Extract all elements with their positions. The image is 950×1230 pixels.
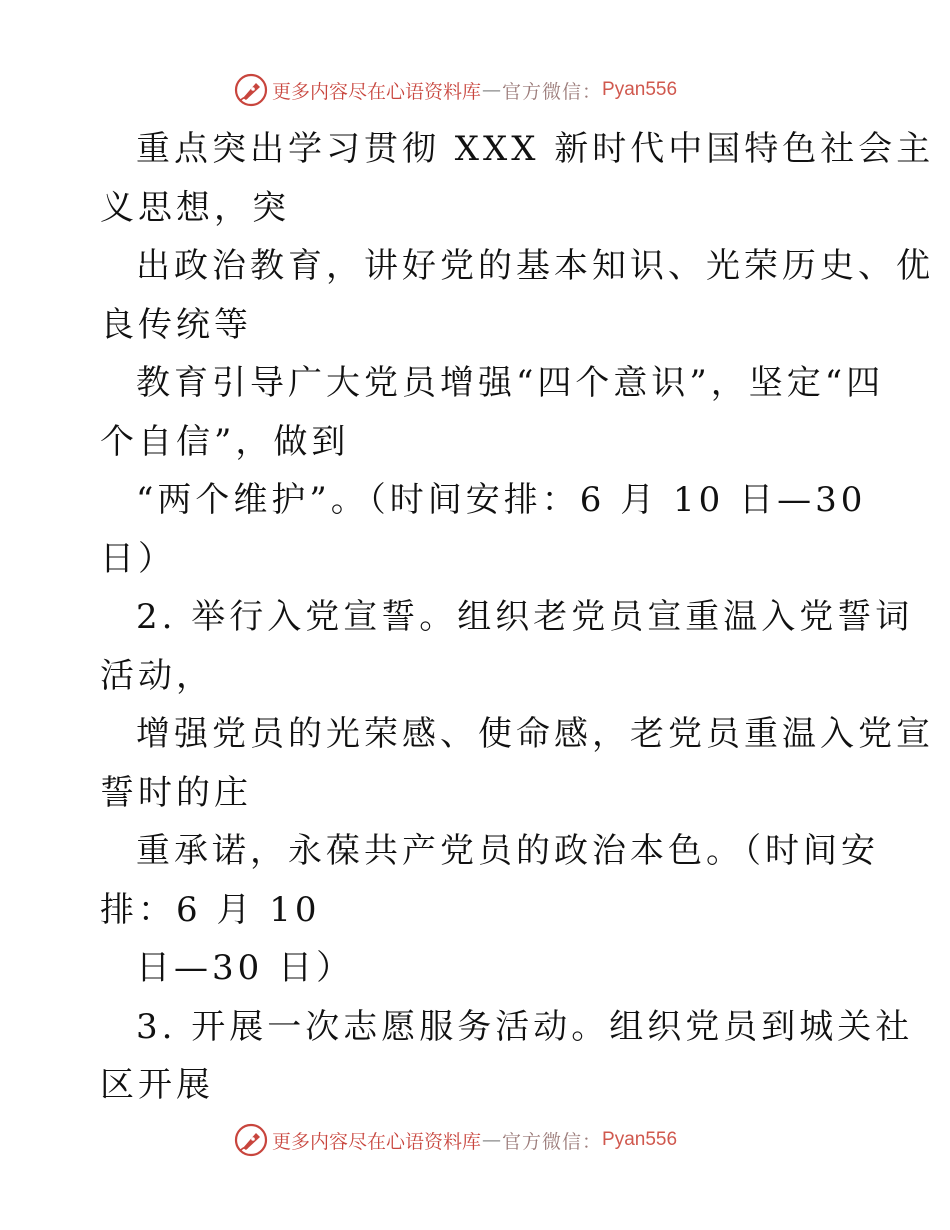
header-wechat-prefix: 官方微信： [502,80,603,103]
header-site-text: 更多内容尽在心语资料库 [272,80,482,103]
footer-dash: — [482,1129,502,1151]
footer-site-text: 更多内容尽在心语资料库 [272,1130,482,1153]
paragraph-line: 义思想，突 [100,187,290,228]
header-wechat-id: Pyan556 [602,79,678,100]
footer-wechat-id: Pyan556 [602,1129,678,1150]
pen-nib-logo-icon [234,1123,268,1157]
paragraph-line: 2. 举行入党宣誓。组织老党员宣重温入党誓词 [136,597,914,637]
header-dash: — [482,79,502,101]
paragraph-line: 重承诺，永葆共产党员的政治本色。（时间安 [136,831,879,871]
paragraph-line: 日—30 日） [136,948,355,988]
paragraph-line: 3. 开展一次志愿服务活动。组织党员到城关社 [136,1006,914,1047]
paragraph-line: 个自信”，做到 [100,421,350,462]
pen-nib-logo-icon [234,73,268,107]
paragraph-line: 活动， [100,655,214,696]
paragraph-line: 排：6 月 10 [100,889,321,930]
paragraph-line: “两个维护”。（时间安排：6 月 10 日—30 [136,480,867,520]
paragraph-line: 增强党员的光荣感、使命感，老党员重温入党宣 [136,714,934,754]
paragraph-line: 誓时的庄 [100,772,252,813]
paragraph-line: 区开展 [100,1065,214,1105]
paragraph-line: 出政治教育，讲好党的基本知识、光荣历史、优 [136,246,934,286]
paragraph-line: 良传统等 [100,304,252,345]
paragraph-line: 教育引导广大党员增强“四个意识”，坚定“四 [136,363,885,403]
paragraph-line: 重点突出学习贯彻 XXX 新时代中国特色社会主 [136,129,935,169]
header-banner [234,72,677,108]
document-body [100,120,935,1115]
footer-wechat-prefix: 官方微信： [502,1130,603,1153]
paragraph-line: 日） [100,538,176,579]
footer-banner [234,1122,677,1158]
